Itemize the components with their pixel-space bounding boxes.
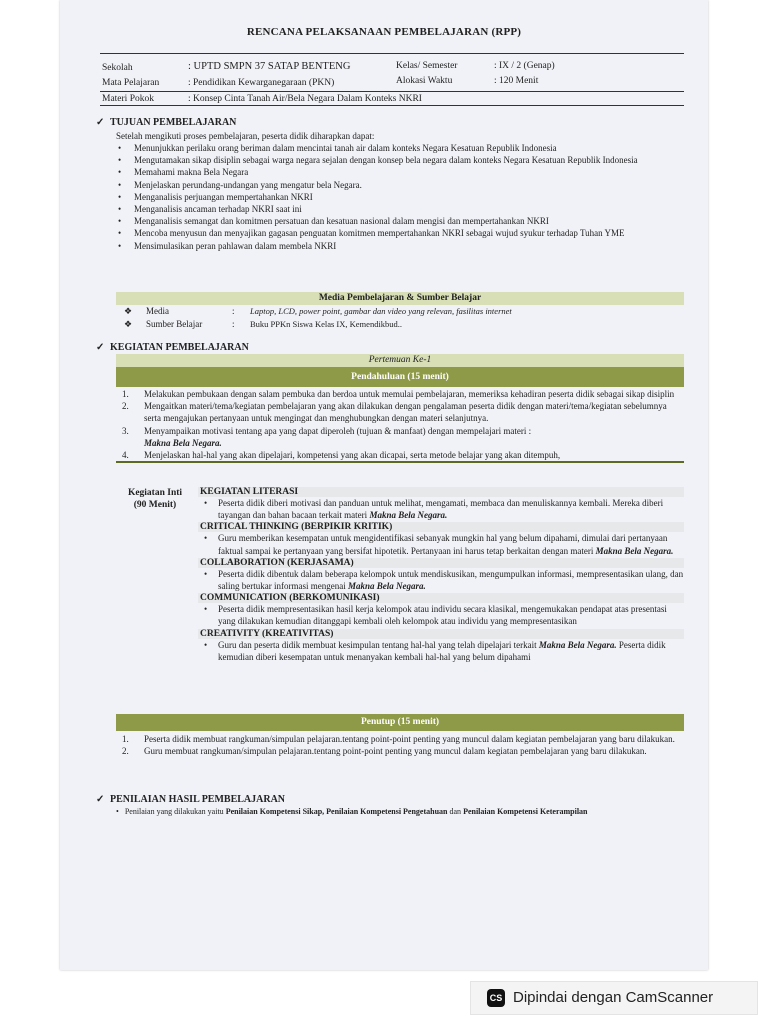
tujuan-heading-text: TUJUAN PEMBELAJARAN [110,117,237,128]
list-item [198,497,684,521]
penutup-bar: Penutup (15 menit) [116,714,684,731]
list-item: • Menunjukkan perilaku orang beriman dalam mencintai tanah air dalam konteks Negara Kesatuan Republik Indonesia [114,142,694,154]
item-number: 2. [122,401,129,412]
list-item: • Menganalisis perjuangan mempertahankan NKRI [114,191,694,203]
list-item: • Menganalisis ancaman terhadap NKRI saat ini [114,203,694,215]
sekolah-value: : UPTD SMPN 37 SATAP BENTENG [188,61,351,72]
item-number: 2. [122,746,129,757]
divider [100,105,684,106]
item-text: Peserta didik diberi motivasi dan panduan untuk melihat, mengamati, membaca dan menuliskannya kembali. Mereka diberi tayangan dan bahan bacaan terkait materi [218,498,664,521]
list-item: • Mencoba menyusun dan menyajikan gagasan penguatan komitmen mempertahankan NKRI sebagai wujud syukur terhadap Tuhan YME [114,227,694,239]
pendahuluan-list [116,388,684,463]
inti-label: Kegiatan Inti [127,488,183,498]
list-item: • Menjelaskan perundang-undangan yang mengatur bela Negara. [114,179,694,191]
list-item [198,568,684,592]
penilaian-text-d: Penilaian Kompetensi Keterampilan [463,807,588,816]
inti-label-block [116,487,194,511]
alokasi-value: : 120 Menit [494,76,539,86]
list-item [116,400,684,424]
critical-list [198,532,684,556]
divider [100,91,684,92]
item-text: Guru membuat rangkuman/simpulan pelajaran.tentang point-point penting yang muncul dalam kegiatan pembelajaran yang baru dilakukan. [144,746,647,757]
materi-label: Materi Pokok [102,94,154,104]
diamond-icon: ❖ [124,319,133,329]
mapel-value: : Pendidikan Kewarganegaraan (PKN) [188,78,335,88]
pertemuan-bar: Pertemuan Ke-1 [116,354,684,367]
media-label: Media [146,306,169,316]
sumber-label: Sumber Belajar [146,319,203,329]
media-sep: : [232,306,235,316]
item-emphasis: Makna Bela Negara. [595,545,674,556]
camscanner-logo-icon: CS [487,989,505,1007]
media-heading-bar: Media Pembelajaran & Sumber Belajar [116,292,684,305]
item-number: 4. [122,450,129,461]
penilaian-text-a: Penilaian yang dilakukan yaitu [124,807,224,816]
item-text: Melakukan pembukaan dengan salam pembuka dan berdoa untuk memulai pembelajaran, memeriksa kehadiran peserta didik sebagai sikap disiplin [144,389,675,399]
penilaian-heading [96,794,285,805]
camscanner-label: Dipindai dengan CamScanner [513,989,714,1006]
item-number: 1. [122,734,129,744]
list-item: • Memahami makna Bela Negara [114,166,694,178]
kelas-value: : IX / 2 (Genap) [494,61,555,71]
literasi-list [198,497,684,521]
diamond-icon: ❖ [124,306,133,316]
tujuan-intro: Setelah mengikuti proses pembelajaran, peserta didik diharapkan dapat: [116,131,375,141]
item-text: Guru memberikan kesempatan untuk mengidentifikasi sebanyak mungkin hal yang belum dipahami, dimulai dari pertanyaan faktual sampai ke pertanyaan yang bersifat hipotetik. Pertanyaan ini harus tetap berkaitan dengan materi [218,533,668,556]
list-item [116,425,684,449]
item-text: Guru dan peserta didik membuat kesimpulan tentang hal-hal yang telah dipelajari terkait [218,639,537,650]
camscanner-watermark [470,981,758,1015]
tujuan-heading [96,117,236,128]
critical-heading: CRITICAL THINKING (BERPIKIR KRITIK) [198,522,684,532]
collab-heading: COLLABORATION (KERJASAMA) [198,558,684,568]
sumber-sep: : [232,319,235,329]
item-text: Menjelaskan hal-hal yang akan dipelajari, kompetensi yang akan dicapai, serta metode belajar yang akan ditempuh, [144,450,561,461]
sekolah-label: Sekolah [102,63,133,73]
item-text: Peserta didik kemudian diberi kesempatan untuk menanyakan kembali hal-hal yang belum dipahami [218,639,666,662]
list-item [116,733,684,745]
list-item [198,639,684,663]
media-value: Laptop, LCD, power point, gambar dan video yang relevan, fasilitas internet [250,306,512,316]
penilaian-text-b: Penilaian Kompetensi Sikap, Penilaian Kompetensi Pengetahuan [225,807,448,816]
item-emphasis: Makna Bela Negara. [347,581,426,592]
kegiatan-heading [96,342,249,353]
list-item: • Mensimulasikan peran pahlawan dalam membela NKRI [114,240,694,252]
document-title: RENCANA PELAKSANAAN PEMBELAJARAN (RPP) [246,26,522,38]
list-item: • Menganalisis semangat dan komitmen persatuan dan kesatuan nasional dalam mengisi dan mempertahankan NKRI [114,215,694,227]
list-item [116,449,684,463]
list-item: • Mengutamakan sikap disiplin sebagai warga negara sejalan dengan konsep bela negara dalam konteks Negara Kesatuan Republik Indonesia [114,154,694,166]
list-item [116,745,684,757]
collab-list [198,568,684,592]
item-number: 1. [122,389,129,399]
penilaian-heading-text: PENILAIAN HASIL PEMBELAJARAN [110,794,286,805]
list-item [116,388,684,400]
alokasi-label: Alokasi Waktu [396,76,453,86]
list-item [198,532,684,556]
item-emphasis: Makna Bela Negara. [369,510,448,521]
check-icon: ✓ [96,342,105,353]
document-page [60,0,708,970]
kelas-label: Kelas/ Semester [396,61,458,71]
creat-heading: CREATIVITY (KREATIVITAS) [198,629,684,639]
item-text: Menyampaikan motivasi tentang apa yang dapat diperoleh (tujuan & manfaat) dengan mempelajari materi : [144,425,532,436]
item-text: Mengaitkan materi/tema/kegiatan pembelajaran yang akan dilakukan dengan pengalaman peserta didik dengan materi/tema/kegiatan sebelumnya serta mengajukan pertanyaan untuk mengingat dan menghubungkan dengan materi selanjutnya. [144,401,667,424]
inti-body [198,486,684,663]
check-icon: ✓ [96,794,105,805]
tujuan-list [114,142,694,252]
comm-heading: COMMUNICATION (BERKOMUNIKASI) [198,593,684,603]
penilaian-text: • Penilaian yang dilakukan yaitu Penilaian Kompetensi Sikap, Penilaian Kompetensi Pengetahuan dan Penilaian Kompetensi Keterampilan [116,807,588,816]
penutup-list [116,733,684,757]
divider [100,53,684,54]
item-emphasis: Makna Bela Negara. [144,437,222,448]
comm-list [198,603,684,627]
item-emphasis: Makna Bela Negara. [538,639,617,650]
pendahuluan-bar: Pendahuluan (15 menit) [116,367,684,387]
kegiatan-heading-text: KEGIATAN PEMBELAJARAN [110,342,249,353]
literasi-heading: KEGIATAN LITERASI [198,487,684,497]
item-text: Peserta didik dibentuk dalam beberapa kelompok untuk mendiskusikan, mengumpulkan informasi, mempresentasikan ulang, dan saling bertukar informasi mengenai [218,568,684,592]
penilaian-text-c: dan [449,807,462,816]
sumber-value: Buku PPKn Siswa Kelas IX, Kemendikbud.. [250,319,403,329]
mapel-label: Mata Pelajaran [102,78,160,88]
item-text: Peserta didik membuat rangkuman/simpulan pelajaran.tentang point-point penting yang muncul dalam kegiatan pembelajaran yang baru dilakukan. [144,734,675,744]
creat-list [198,639,684,663]
inti-time: (90 Menit) [133,500,177,510]
list-item: • Peserta didik mempresentasikan hasil kerja kelompok atau individu secara klasikal, mengemukakan pendapat atas presentasi yang dilakukan kemudian ditanggapi kembali oleh kelompok atau individu yang mempresentasikan [198,603,684,627]
materi-value: : Konsep Cinta Tanah Air/Bela Negara Dalam Konteks NKRI [188,94,422,104]
check-icon: ✓ [96,117,105,128]
item-number: 3. [122,425,129,436]
